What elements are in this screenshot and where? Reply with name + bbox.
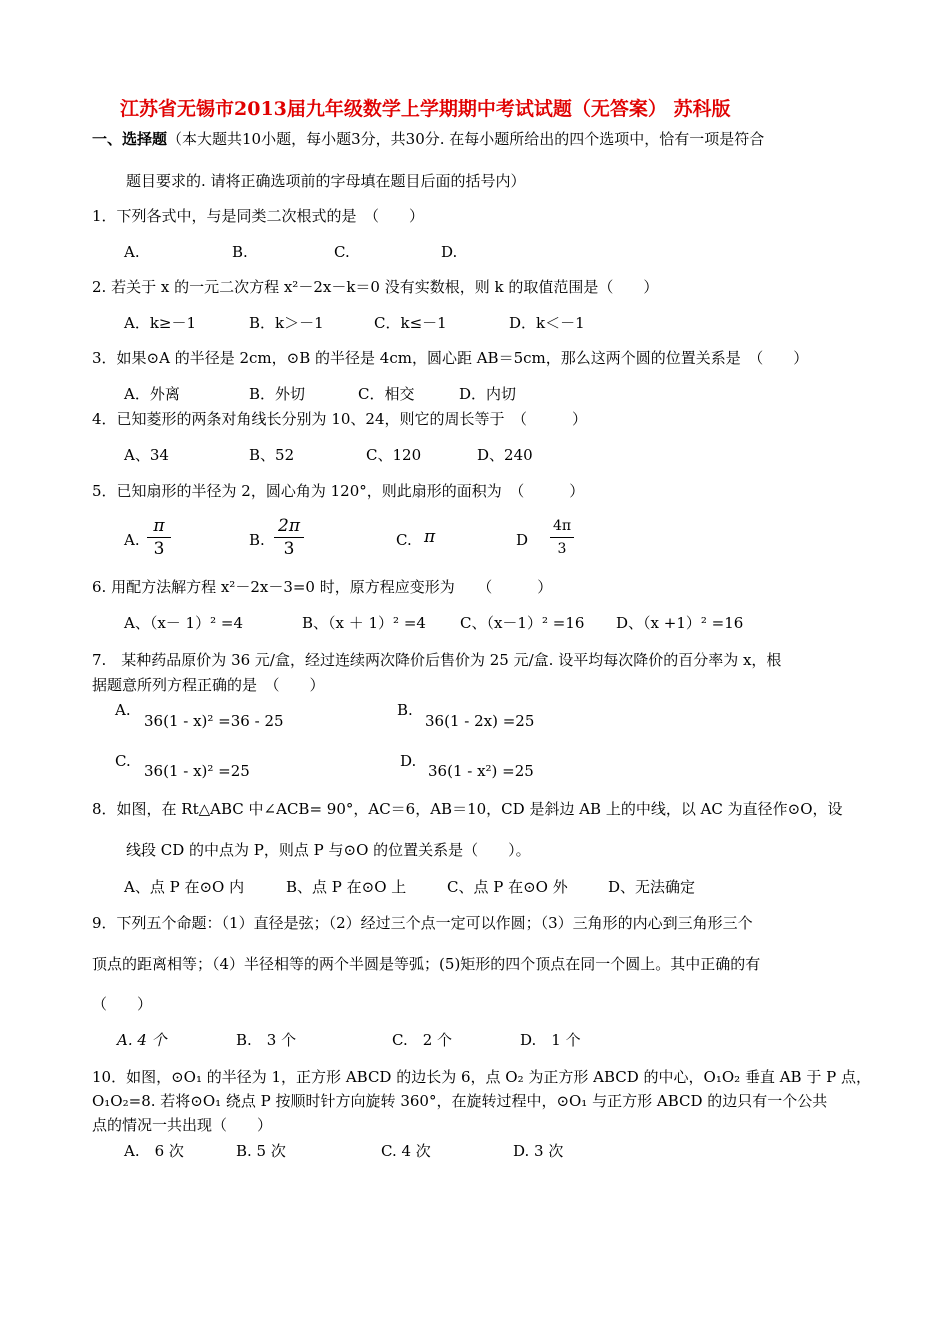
q1-option-a: A. — [124, 243, 140, 261]
q5-a-numerator: π — [153, 516, 165, 536]
section-intro-line-1 — [92, 129, 764, 149]
q4-option-a: A、34 — [124, 446, 169, 464]
q7-option-a: A. — [115, 701, 131, 719]
question-5-stem: 5．已知扇形的半径为 2，圆心角为 120°，则此扇形的面积为 （ ） — [92, 482, 585, 500]
q8-option-c: C、点 P 在⊙O 外 — [447, 878, 568, 896]
q5-option-c: C. — [396, 531, 412, 549]
q7-equation-c: 36(1 - x)² =25 — [144, 762, 250, 780]
question-9-stem-3: （ ） — [92, 995, 153, 1013]
question-3-stem: 3．如果⊙A 的半径是 2cm，⊙B 的半径是 4cm，圆心距 AB＝5cm，那么这两个圆的位置关系是 （ ） — [92, 349, 809, 367]
q9-option-a: A. 4 个 — [117, 1031, 167, 1049]
q10-option-b: B. 5 次 — [236, 1142, 286, 1160]
q3-option-a: A．外离 — [124, 385, 180, 403]
q8-option-b: B、点 P 在⊙O 上 — [286, 878, 407, 896]
q6-option-d: D、（x +1）² =16 — [616, 614, 744, 632]
q5-b-numerator: 2π — [278, 516, 300, 536]
section-intro: （本大题共10小题，每小题3分，共30分. 在每小题所给出的四个选项中，恰有一项是符合 — [167, 130, 765, 148]
question-10-stem-3: 点的情况一共出现（ ） — [92, 1116, 273, 1134]
question-8-stem-2: 线段 CD 的中点为 P，则点 P 与⊙O 的位置关系是（ ）。 — [126, 841, 531, 859]
fraction-bar — [147, 537, 171, 538]
q7-equation-b: 36(1 - 2x) =25 — [425, 712, 535, 730]
q4-option-b: B、52 — [249, 446, 295, 464]
question-8-stem-1: 8．如图，在 Rt△ABC 中∠ACB= 90°，AC＝6，AB＝10，CD 是斜边 AB 上的中线，以 AC 为直径作⊙O，设 — [92, 800, 843, 818]
q6-option-c: C、（x－1）² =16 — [460, 614, 585, 632]
q5-option-d: D — [516, 531, 529, 549]
q9-option-d: D. 1 个 — [520, 1031, 581, 1049]
q5-option-c-value: π — [424, 527, 436, 547]
q2-option-c: C．k≤－1 — [374, 314, 447, 332]
question-4-stem: 4．已知菱形的两条对角线长分别为 10、24，则它的周长等于 （ ） — [92, 410, 587, 428]
question-10-stem-2: O₁O₂=8. 若将⊙O₁ 绕点 P 按顺时针方向旋转 360°，在旋转过程中，⊙O₁ 与正方形 ABCD 的边只有一个公共 — [92, 1092, 828, 1110]
q7-equation-d: 36(1 - x²) =25 — [428, 762, 534, 780]
question-1-stem: 1．下列各式中，与是同类二次根式的是 （ ） — [92, 207, 425, 225]
question-7-stem-2: 据题意所列方程正确的是 （ ） — [92, 676, 325, 694]
exam-title: 江苏省无锡市2013届九年级数学上学期期中考试试题（无答案） 苏科版 — [120, 98, 731, 120]
q3-option-d: D．内切 — [459, 385, 517, 403]
q5-b-denominator: 3 — [283, 539, 295, 559]
q6-option-a: A、（x－ 1）² =4 — [124, 614, 243, 632]
q8-option-a: A、点 P 在⊙O 内 — [124, 878, 245, 896]
q2-option-b: B．k＞－1 — [249, 314, 324, 332]
q2-option-d: D．k＜－1 — [509, 314, 585, 332]
question-9-stem-1: 9．下列五个命题：（1）直径是弦；（2）经过三个点一定可以作圆；（3）三角形的内心到三角形三个 — [92, 914, 753, 932]
q4-option-c: C、120 — [366, 446, 422, 464]
q5-d-numerator: 4π — [552, 518, 572, 534]
question-9-stem-2: 顶点的距离相等；（4）半径相等的两个半圆是等弧；(5)矩形的四个顶点在同一个圆上。其中正确的有 — [92, 955, 761, 973]
q2-option-a: A．k≥－1 — [124, 314, 197, 332]
fraction-bar — [274, 537, 304, 538]
q7-equation-a: 36(1 - x)² =36 - 25 — [144, 712, 284, 730]
q1-option-d: D. — [441, 243, 458, 261]
q9-option-b: B. 3 个 — [236, 1031, 297, 1049]
q6-option-b: B、（x ＋ 1）² =4 — [302, 614, 426, 632]
q5-d-denominator: 3 — [557, 541, 567, 557]
q7-option-d: D. — [400, 752, 417, 770]
q5-fraction-b — [274, 516, 304, 559]
q5-a-denominator: 3 — [153, 539, 165, 559]
question-2-stem: 2. 若关于 x 的一元二次方程 x²－2x－k＝0 没有实数根，则 k 的取值范围是（ ） — [92, 278, 659, 296]
q1-option-b: B. — [232, 243, 248, 261]
q10-option-c: C. 4 次 — [381, 1142, 431, 1160]
section-heading: 一、选择题 — [92, 130, 168, 148]
question-10-stem-1: 10．如图，⊙O₁ 的半径为 1，正方形 ABCD 的边长为 6，点 O₂ 为正方形 ABCD 的中心，O₁O₂ 垂直 AB 于 P 点， — [92, 1068, 871, 1086]
q1-option-c: C. — [334, 243, 350, 261]
q7-option-c: C. — [115, 752, 131, 770]
question-7-stem-1: 7. 某种药品原价为 36 元/盒，经过连续两次降价后售价为 25 元/盒. 设平均每次降价的百分率为 x，根 — [92, 651, 782, 669]
fraction-bar — [550, 537, 574, 538]
q9-option-c: C. 2 个 — [392, 1031, 453, 1049]
q5-option-a: A. — [124, 531, 140, 549]
q10-option-d: D. 3 次 — [513, 1142, 564, 1160]
q10-option-a: A. 6 次 — [124, 1142, 184, 1160]
q3-option-c: C．相交 — [358, 385, 415, 403]
q5-fraction-d — [550, 516, 574, 559]
q3-option-b: B．外切 — [249, 385, 306, 403]
question-6-stem: 6. 用配方法解方程 x²－2x－3=0 时，原方程应变形为 （ ） — [92, 578, 553, 596]
q5-fraction-a — [147, 516, 171, 559]
q7-option-b: B. — [397, 701, 413, 719]
section-intro-line-2: 题目要求的. 请将正确选项前的字母填在题目后面的括号内） — [126, 172, 526, 190]
q5-option-b: B. — [249, 531, 265, 549]
q8-option-d: D、无法确定 — [608, 878, 696, 896]
q4-option-d: D、240 — [477, 446, 533, 464]
